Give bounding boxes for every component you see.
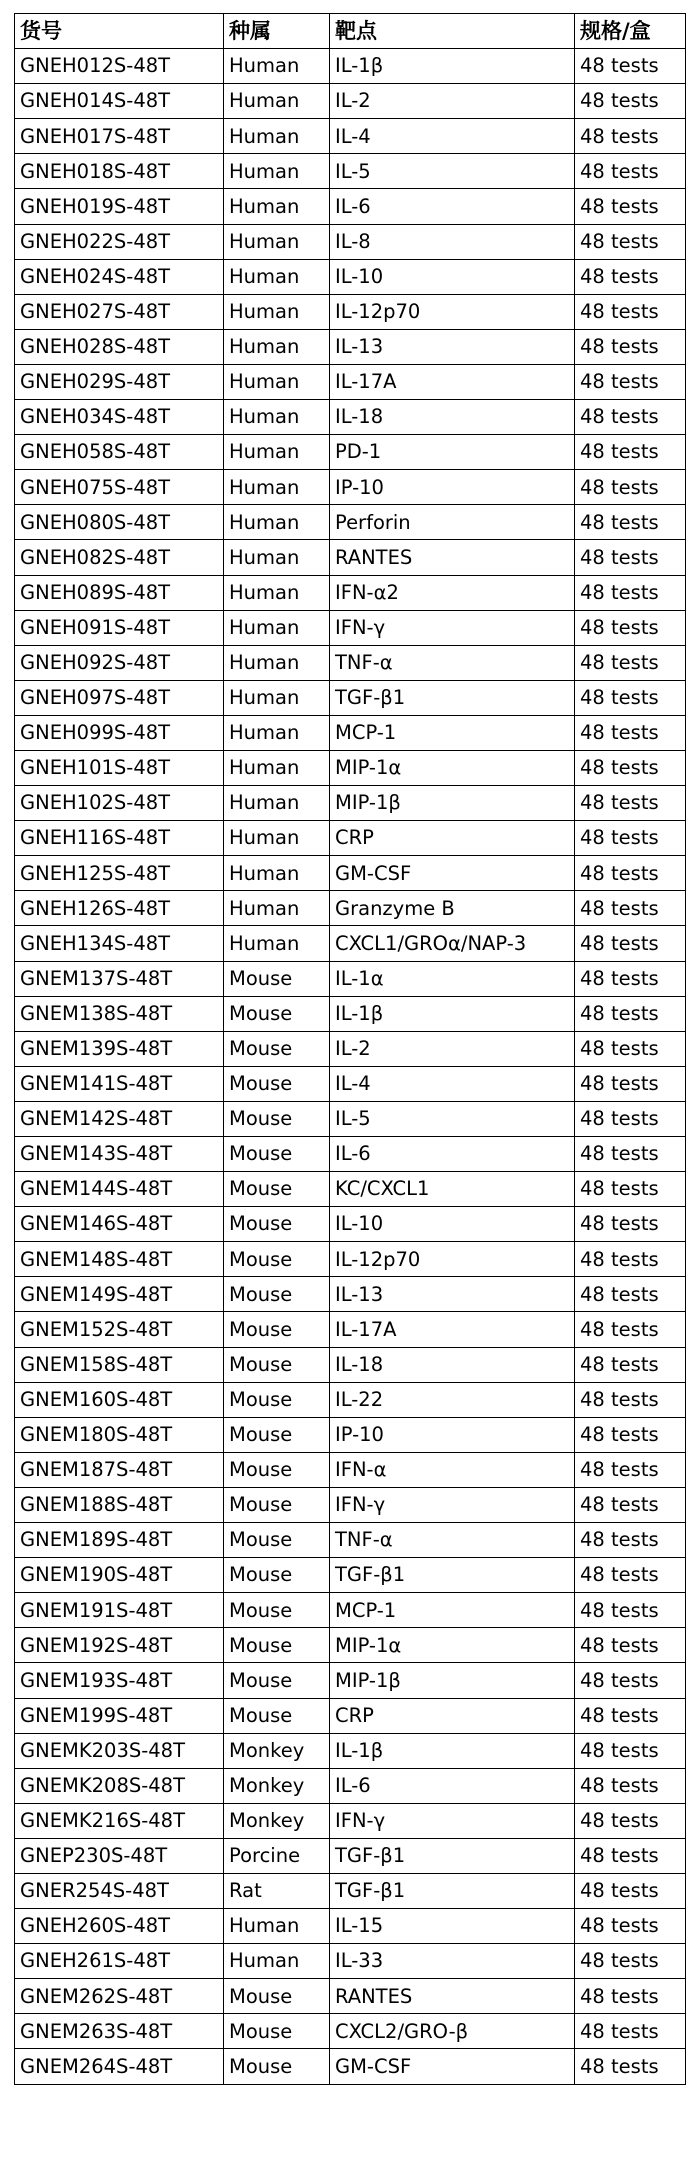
cell-sku: GNEM148S-48T	[15, 1242, 224, 1277]
cell-spec: 48 tests	[575, 1066, 686, 1101]
cell-target: IL-1β	[330, 49, 575, 84]
cell-target: IL-12p70	[330, 294, 575, 329]
cell-species: Mouse	[224, 2049, 330, 2084]
cell-sku: GNEH027S-48T	[15, 294, 224, 329]
table-row	[15, 680, 686, 715]
cell-spec: 48 tests	[575, 926, 686, 961]
cell-sku: GNEM193S-48T	[15, 1663, 224, 1698]
cell-spec: 48 tests	[575, 1207, 686, 1242]
cell-spec: 48 tests	[575, 1838, 686, 1873]
cell-spec: 48 tests	[575, 610, 686, 645]
cell-sku: GNEH102S-48T	[15, 786, 224, 821]
header-row	[15, 14, 686, 49]
cell-sku: GNEM188S-48T	[15, 1487, 224, 1522]
cell-species: Human	[224, 364, 330, 399]
cell-target: IL-6	[330, 1137, 575, 1172]
cell-spec: 48 tests	[575, 1101, 686, 1136]
cell-species: Human	[224, 1909, 330, 1944]
cell-target: Granzyme B	[330, 891, 575, 926]
table-row	[15, 821, 686, 856]
cell-spec: 48 tests	[575, 1031, 686, 1066]
cell-species: Human	[224, 259, 330, 294]
table-row	[15, 856, 686, 891]
cell-target: IL-2	[330, 1031, 575, 1066]
cell-spec: 48 tests	[575, 1944, 686, 1979]
cell-sku: GNEM263S-48T	[15, 2014, 224, 2049]
table-row	[15, 1733, 686, 1768]
cell-target: IL-22	[330, 1382, 575, 1417]
cell-target: TNF-α	[330, 1523, 575, 1558]
table-row	[15, 610, 686, 645]
table-row	[15, 1312, 686, 1347]
cell-spec: 48 tests	[575, 1382, 686, 1417]
cell-spec: 48 tests	[575, 1663, 686, 1698]
table-row	[15, 1523, 686, 1558]
cell-spec: 48 tests	[575, 856, 686, 891]
cell-spec: 48 tests	[575, 1733, 686, 1768]
cell-species: Monkey	[224, 1803, 330, 1838]
cell-spec: 48 tests	[575, 1137, 686, 1172]
table-row	[15, 259, 686, 294]
cell-spec: 48 tests	[575, 435, 686, 470]
table-row	[15, 189, 686, 224]
table-row	[15, 645, 686, 680]
table-row	[15, 119, 686, 154]
cell-target: IL-12p70	[330, 1242, 575, 1277]
cell-target: IL-4	[330, 119, 575, 154]
cell-target: IFN-α2	[330, 575, 575, 610]
cell-sku: GNEH058S-48T	[15, 435, 224, 470]
cell-target: MIP-1β	[330, 786, 575, 821]
cell-spec: 48 tests	[575, 400, 686, 435]
cell-sku: GNEM189S-48T	[15, 1523, 224, 1558]
table-row	[15, 1593, 686, 1628]
cell-species: Rat	[224, 1873, 330, 1908]
cell-target: CRP	[330, 1698, 575, 1733]
cell-sku: GNEH092S-48T	[15, 645, 224, 680]
cell-spec: 48 tests	[575, 1312, 686, 1347]
cell-species: Human	[224, 154, 330, 189]
cell-target: KC/CXCL1	[330, 1172, 575, 1207]
cell-species: Mouse	[224, 1663, 330, 1698]
table-row	[15, 1382, 686, 1417]
cell-target: TGF-β1	[330, 1873, 575, 1908]
cell-spec: 48 tests	[575, 1277, 686, 1312]
table-row	[15, 400, 686, 435]
cell-sku: GNEM139S-48T	[15, 1031, 224, 1066]
cell-target: GM-CSF	[330, 2049, 575, 2084]
cell-spec: 48 tests	[575, 1803, 686, 1838]
cell-spec: 48 tests	[575, 1593, 686, 1628]
cell-species: Mouse	[224, 1558, 330, 1593]
cell-species: Human	[224, 926, 330, 961]
cell-spec: 48 tests	[575, 259, 686, 294]
cell-target: IL-4	[330, 1066, 575, 1101]
table-row	[15, 891, 686, 926]
cell-target: GM-CSF	[330, 856, 575, 891]
cell-spec: 48 tests	[575, 84, 686, 119]
cell-sku: GNEMK203S-48T	[15, 1733, 224, 1768]
cell-sku: GNEH134S-48T	[15, 926, 224, 961]
cell-sku: GNEM152S-48T	[15, 1312, 224, 1347]
cell-target: IP-10	[330, 470, 575, 505]
cell-sku: GNEM160S-48T	[15, 1382, 224, 1417]
table-row	[15, 715, 686, 750]
cell-spec: 48 tests	[575, 1417, 686, 1452]
cell-species: Human	[224, 49, 330, 84]
cell-spec: 48 tests	[575, 1873, 686, 1908]
cell-spec: 48 tests	[575, 821, 686, 856]
cell-target: IL-10	[330, 1207, 575, 1242]
cell-species: Mouse	[224, 1382, 330, 1417]
cell-species: Human	[224, 856, 330, 891]
cell-species: Human	[224, 1944, 330, 1979]
cell-target: IL-1β	[330, 996, 575, 1031]
table-row	[15, 750, 686, 785]
cell-target: IL-13	[330, 329, 575, 364]
table-row	[15, 1944, 686, 1979]
cell-sku: GNEH034S-48T	[15, 400, 224, 435]
cell-spec: 48 tests	[575, 1979, 686, 2014]
cell-sku: GNEH116S-48T	[15, 821, 224, 856]
cell-spec: 48 tests	[575, 1242, 686, 1277]
table-row	[15, 435, 686, 470]
cell-target: IL-17A	[330, 364, 575, 399]
cell-species: Human	[224, 715, 330, 750]
table-row	[15, 470, 686, 505]
cell-sku: GNEM137S-48T	[15, 961, 224, 996]
cell-spec: 48 tests	[575, 294, 686, 329]
cell-target: IP-10	[330, 1417, 575, 1452]
cell-species: Human	[224, 505, 330, 540]
cell-sku: GNEM190S-48T	[15, 1558, 224, 1593]
cell-spec: 48 tests	[575, 505, 686, 540]
cell-target: IL-1α	[330, 961, 575, 996]
cell-target: IL-18	[330, 1347, 575, 1382]
cell-spec: 48 tests	[575, 1558, 686, 1593]
cell-spec: 48 tests	[575, 2014, 686, 2049]
table-row	[15, 1137, 686, 1172]
table-row	[15, 996, 686, 1031]
table-row	[15, 1628, 686, 1663]
cell-sku: GNEH019S-48T	[15, 189, 224, 224]
cell-sku: GNEH080S-48T	[15, 505, 224, 540]
cell-sku: GNEH097S-48T	[15, 680, 224, 715]
cell-target: RANTES	[330, 540, 575, 575]
table-row	[15, 1768, 686, 1803]
table-row	[15, 1242, 686, 1277]
product-table	[14, 13, 686, 2085]
cell-sku: GNEM262S-48T	[15, 1979, 224, 2014]
table-row	[15, 1487, 686, 1522]
cell-spec: 48 tests	[575, 996, 686, 1031]
cell-species: Mouse	[224, 1066, 330, 1101]
cell-spec: 48 tests	[575, 119, 686, 154]
cell-sku: GNEH126S-48T	[15, 891, 224, 926]
cell-target: IL-5	[330, 1101, 575, 1136]
cell-species: Mouse	[224, 1487, 330, 1522]
cell-species: Mouse	[224, 1101, 330, 1136]
cell-sku: GNEH028S-48T	[15, 329, 224, 364]
cell-species: Human	[224, 84, 330, 119]
table-row	[15, 1663, 686, 1698]
cell-species: Mouse	[224, 2014, 330, 2049]
cell-sku: GNER254S-48T	[15, 1873, 224, 1908]
cell-target: TGF-β1	[330, 1558, 575, 1593]
cell-species: Mouse	[224, 1417, 330, 1452]
cell-species: Mouse	[224, 1137, 330, 1172]
table-row	[15, 786, 686, 821]
cell-spec: 48 tests	[575, 329, 686, 364]
cell-species: Mouse	[224, 1628, 330, 1663]
cell-sku: GNEM180S-48T	[15, 1417, 224, 1452]
cell-species: Human	[224, 891, 330, 926]
cell-target: IL-5	[330, 154, 575, 189]
cell-spec: 48 tests	[575, 645, 686, 680]
table-row	[15, 2049, 686, 2084]
table-row	[15, 1452, 686, 1487]
cell-species: Human	[224, 786, 330, 821]
cell-target: CXCL1/GROα/NAP-3	[330, 926, 575, 961]
cell-sku: GNEM142S-48T	[15, 1101, 224, 1136]
cell-species: Human	[224, 750, 330, 785]
cell-species: Human	[224, 680, 330, 715]
header-species: 种属	[224, 14, 330, 49]
table-row	[15, 224, 686, 259]
cell-target: IL-17A	[330, 1312, 575, 1347]
cell-sku: GNEM192S-48T	[15, 1628, 224, 1663]
cell-target: IFN-α	[330, 1452, 575, 1487]
cell-sku: GNEH018S-48T	[15, 154, 224, 189]
cell-spec: 48 tests	[575, 540, 686, 575]
cell-spec: 48 tests	[575, 1768, 686, 1803]
cell-target: PD-1	[330, 435, 575, 470]
cell-species: Human	[224, 400, 330, 435]
cell-target: RANTES	[330, 1979, 575, 2014]
table-row	[15, 329, 686, 364]
header-target: 靶点	[330, 14, 575, 49]
cell-species: Human	[224, 189, 330, 224]
cell-target: TNF-α	[330, 645, 575, 680]
cell-spec: 48 tests	[575, 1172, 686, 1207]
table-row	[15, 1558, 686, 1593]
cell-sku: GNEH024S-48T	[15, 259, 224, 294]
cell-target: MCP-1	[330, 1593, 575, 1628]
cell-species: Human	[224, 435, 330, 470]
cell-species: Porcine	[224, 1838, 330, 1873]
cell-sku: GNEM144S-48T	[15, 1172, 224, 1207]
cell-spec: 48 tests	[575, 154, 686, 189]
cell-target: IL-18	[330, 400, 575, 435]
cell-spec: 48 tests	[575, 786, 686, 821]
cell-spec: 48 tests	[575, 470, 686, 505]
cell-target: IL-10	[330, 259, 575, 294]
cell-target: IL-1β	[330, 1733, 575, 1768]
cell-spec: 48 tests	[575, 1698, 686, 1733]
table-row	[15, 505, 686, 540]
cell-spec: 48 tests	[575, 961, 686, 996]
cell-sku: GNEM138S-48T	[15, 996, 224, 1031]
cell-target: IFN-γ	[330, 610, 575, 645]
table-row	[15, 2014, 686, 2049]
cell-target: CRP	[330, 821, 575, 856]
cell-species: Human	[224, 610, 330, 645]
cell-species: Mouse	[224, 1593, 330, 1628]
cell-species: Mouse	[224, 1312, 330, 1347]
cell-spec: 48 tests	[575, 364, 686, 399]
cell-target: IL-2	[330, 84, 575, 119]
cell-species: Mouse	[224, 1979, 330, 2014]
cell-spec: 48 tests	[575, 680, 686, 715]
cell-species: Mouse	[224, 1452, 330, 1487]
cell-spec: 48 tests	[575, 1523, 686, 1558]
cell-species: Mouse	[224, 1242, 330, 1277]
table-row	[15, 84, 686, 119]
cell-spec: 48 tests	[575, 2049, 686, 2084]
table-row	[15, 49, 686, 84]
table-row	[15, 1979, 686, 2014]
cell-sku: GNEH091S-48T	[15, 610, 224, 645]
cell-sku: GNEH089S-48T	[15, 575, 224, 610]
cell-target: MIP-1α	[330, 1628, 575, 1663]
cell-sku: GNEM141S-48T	[15, 1066, 224, 1101]
table-row	[15, 294, 686, 329]
cell-species: Mouse	[224, 1031, 330, 1066]
cell-target: IL-6	[330, 1768, 575, 1803]
table-row	[15, 575, 686, 610]
cell-sku: GNEH029S-48T	[15, 364, 224, 399]
cell-target: MIP-1α	[330, 750, 575, 785]
header-spec: 规格/盒	[575, 14, 686, 49]
table-row	[15, 1172, 686, 1207]
table-row	[15, 154, 686, 189]
table-row	[15, 1347, 686, 1382]
cell-sku: GNEM158S-48T	[15, 1347, 224, 1382]
table-row	[15, 1207, 686, 1242]
cell-species: Human	[224, 294, 330, 329]
cell-target: IFN-γ	[330, 1803, 575, 1838]
cell-sku: GNEH075S-48T	[15, 470, 224, 505]
cell-spec: 48 tests	[575, 1487, 686, 1522]
table-row	[15, 1101, 686, 1136]
cell-spec: 48 tests	[575, 715, 686, 750]
cell-species: Human	[224, 470, 330, 505]
cell-sku: GNEH261S-48T	[15, 1944, 224, 1979]
cell-target: MIP-1β	[330, 1663, 575, 1698]
cell-target: TGF-β1	[330, 1838, 575, 1873]
cell-species: Monkey	[224, 1733, 330, 1768]
cell-spec: 48 tests	[575, 1347, 686, 1382]
cell-species: Human	[224, 119, 330, 154]
table-row	[15, 364, 686, 399]
cell-species: Mouse	[224, 961, 330, 996]
cell-target: IL-8	[330, 224, 575, 259]
cell-species: Monkey	[224, 1768, 330, 1803]
cell-sku: GNEM146S-48T	[15, 1207, 224, 1242]
cell-sku: GNEH101S-48T	[15, 750, 224, 785]
table-row	[15, 1803, 686, 1838]
cell-sku: GNEH125S-48T	[15, 856, 224, 891]
cell-spec: 48 tests	[575, 575, 686, 610]
table-header	[15, 14, 686, 49]
cell-sku: GNEMK208S-48T	[15, 1768, 224, 1803]
cell-target: CXCL2/GRO-β	[330, 2014, 575, 2049]
table-row	[15, 1838, 686, 1873]
cell-sku: GNEH012S-48T	[15, 49, 224, 84]
cell-species: Human	[224, 645, 330, 680]
cell-target: IL-13	[330, 1277, 575, 1312]
cell-sku: GNEP230S-48T	[15, 1838, 224, 1873]
cell-target: IFN-γ	[330, 1487, 575, 1522]
cell-species: Mouse	[224, 1523, 330, 1558]
cell-sku: GNEH017S-48T	[15, 119, 224, 154]
cell-species: Human	[224, 224, 330, 259]
cell-spec: 48 tests	[575, 224, 686, 259]
table-row	[15, 1417, 686, 1452]
cell-target: TGF-β1	[330, 680, 575, 715]
cell-sku: GNEH099S-48T	[15, 715, 224, 750]
cell-species: Mouse	[224, 996, 330, 1031]
cell-species: Mouse	[224, 1207, 330, 1242]
cell-spec: 48 tests	[575, 1452, 686, 1487]
cell-spec: 48 tests	[575, 1628, 686, 1663]
cell-spec: 48 tests	[575, 891, 686, 926]
cell-spec: 48 tests	[575, 49, 686, 84]
cell-species: Human	[224, 821, 330, 856]
cell-sku: GNEM149S-48T	[15, 1277, 224, 1312]
table-row	[15, 1873, 686, 1908]
cell-species: Mouse	[224, 1698, 330, 1733]
cell-sku: GNEM187S-48T	[15, 1452, 224, 1487]
cell-species: Mouse	[224, 1172, 330, 1207]
cell-target: MCP-1	[330, 715, 575, 750]
cell-species: Mouse	[224, 1347, 330, 1382]
header-sku: 货号	[15, 14, 224, 49]
cell-sku: GNEH022S-48T	[15, 224, 224, 259]
table-row	[15, 1909, 686, 1944]
cell-sku: GNEH260S-48T	[15, 1909, 224, 1944]
cell-target: IL-15	[330, 1909, 575, 1944]
cell-spec: 48 tests	[575, 750, 686, 785]
cell-species: Human	[224, 329, 330, 364]
cell-sku: GNEM191S-48T	[15, 1593, 224, 1628]
cell-species: Mouse	[224, 1277, 330, 1312]
cell-species: Human	[224, 540, 330, 575]
cell-sku: GNEMK216S-48T	[15, 1803, 224, 1838]
table-row	[15, 1031, 686, 1066]
cell-sku: GNEM264S-48T	[15, 2049, 224, 2084]
cell-sku: GNEH014S-48T	[15, 84, 224, 119]
table-row	[15, 926, 686, 961]
cell-species: Human	[224, 575, 330, 610]
cell-target: IL-6	[330, 189, 575, 224]
table-body	[15, 49, 686, 2084]
cell-sku: GNEH082S-48T	[15, 540, 224, 575]
table-row	[15, 540, 686, 575]
cell-sku: GNEM143S-48T	[15, 1137, 224, 1172]
table-row	[15, 1066, 686, 1101]
cell-target: Perforin	[330, 505, 575, 540]
table-row	[15, 961, 686, 996]
cell-target: IL-33	[330, 1944, 575, 1979]
cell-sku: GNEM199S-48T	[15, 1698, 224, 1733]
cell-spec: 48 tests	[575, 189, 686, 224]
cell-spec: 48 tests	[575, 1909, 686, 1944]
table-row	[15, 1277, 686, 1312]
table-row	[15, 1698, 686, 1733]
